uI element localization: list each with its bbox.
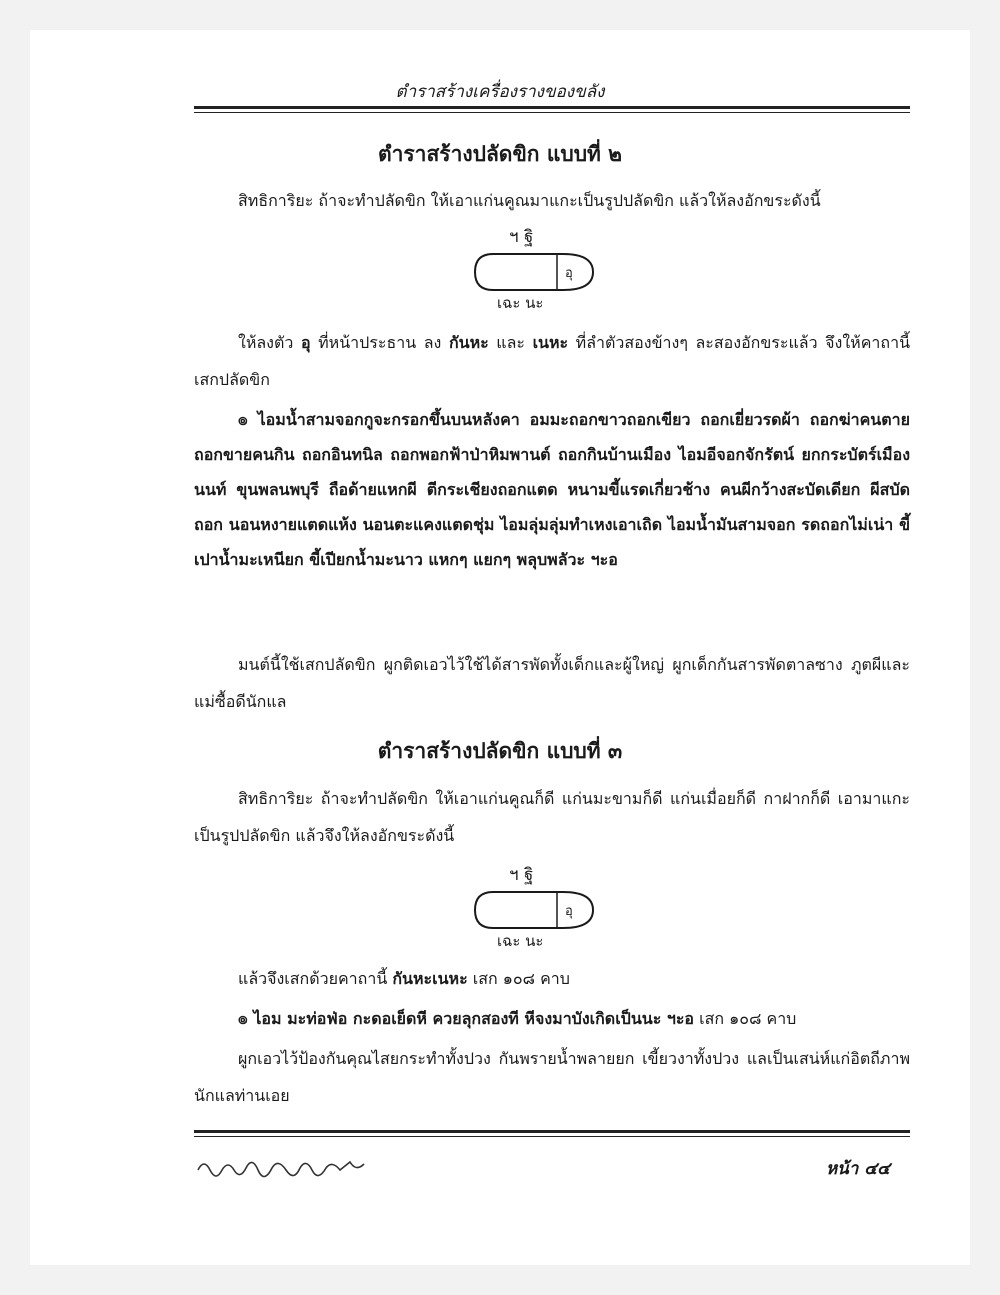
running-header: ตำราสร้างเครื่องรางของขลัง (395, 82, 605, 102)
page-number: หน้า ๔๔ (825, 1159, 890, 1179)
section-1-note: มนต์นี้ใช้เสกปลัดขิก ผูกติดเอวไว้ใช้ได้สารพัดทั้งเด็กและผู้ใหญ่ ผูกเด็กกันสารพัดตาลซาง ภูตผีและแม่ซื้อดีนักแล (194, 655, 910, 711)
palad-khik-figure-2 (465, 858, 605, 948)
figure-1-head-mark: อุ (565, 266, 573, 281)
section-2-note: ผูกเอวไว้ป้องกันคุณไสยกระทำทั้งปวง กันพรายน้ำพลายยก เขี้ยวงาทั้งปวง แลเป็นเสน่ห์แก่อิตถีภาพนักแลท่านเอย (194, 1049, 910, 1105)
figure-1-body-outline (475, 254, 593, 290)
figure-2-top-label: ฯ ฐิ (509, 865, 534, 885)
section-1-instruction: ให้ลงตัว อุ ที่หน้าประธาน ลง กันหะ และ เนหะ ที่ลำตัวสองข้างๆ ละสองอักขระแล้ว จึงให้คาถานี้เสกปลัดขิก (194, 333, 911, 389)
section-2-intro: สิทธิการิยะ ถ้าจะทำปลัดขิก ให้เอาแก่นคูณก็ดี แก่นมะขามก็ดี แก่นเมื่อยก็ดี กาฝากก็ดี เอามาแกะเป็นรูปปลัดขิก แล้วจึงให้ลงอักขระดังนี้ (194, 789, 910, 845)
figure-1-top-label: ฯ ฐิ (509, 227, 534, 247)
section-1-intro: สิทธิการิยะ ถ้าจะทำปลัดขิก ให้เอาแก่นคูณมาแกะเป็นรูปปลัดขิก แล้วให้ลงอักขระดังนี้ (238, 191, 821, 210)
section-2-title: ตำราสร้างปลัดขิก แบบที่ ๓ (377, 738, 623, 763)
signature-mark (194, 1148, 374, 1184)
figure-2-bottom-label: เฉะ นะ (497, 932, 544, 948)
section-2-instruction: แล้วจึงเสกด้วยคาถานี้ กันหะเนหะ เสก ๑๐๘ คาบ (238, 969, 570, 988)
footer-rule (194, 1130, 910, 1137)
document-page (30, 30, 970, 1265)
figure-2-body-outline (475, 892, 593, 928)
palad-khik-figure-1 (465, 220, 605, 310)
figure-1-bottom-label: เฉะ นะ (497, 294, 544, 310)
section-1-title: ตำราสร้างปลัดขิก แบบที่ ๒ (377, 141, 623, 166)
header-rule (194, 106, 910, 113)
section-2-mantra: ๏ ไอม มะท่อฟ่อ กะดอเย็ดหี ควยลุกสองที หีจงมาบังเกิดเป็นนะ ฯะอ เสก ๑๐๘ คาบ (238, 1009, 797, 1028)
figure-2-head-mark: อุ (565, 904, 573, 919)
section-1-mantra: ๏ ไอมน้ำสามจอกกูจะกรอกขึ้นบนหลังคา อมมะถอกขาวถอกเขียว ถอกเยี่ยวรดผ้า ถอกฆ่าคนตาย ถอกขายคนกิน ถอกอินทนิล ถอกพอกฟ้าป่าหิมพานต์ ถอกกินบ้านเมือง ไอมอีจอกจักรัตน์ ยกกระบัตร์เมืองนนท์ ขุนพลนพบุรี ถือด้ายแหกผี ตีกระเชียงถอกแตด หนามขี้แรดเกี่ยวช้าง คนผีกว้างสะบัดเดียก ผีสบัดถอก นอนหงายแตดแห้ง นอนตะแคงแตดชุ่ม ไอมลุ่มลุ่มทำเหงเอาเถิด ไอมน้ำมันสามจอก รดถอกไม่เน่า ขี้เปาน้ำมะเหนียก ขี้เปียกน้ำมะนาว แหกๆ แยกๆ พลุบพลัวะ ฯะอ (194, 410, 910, 569)
